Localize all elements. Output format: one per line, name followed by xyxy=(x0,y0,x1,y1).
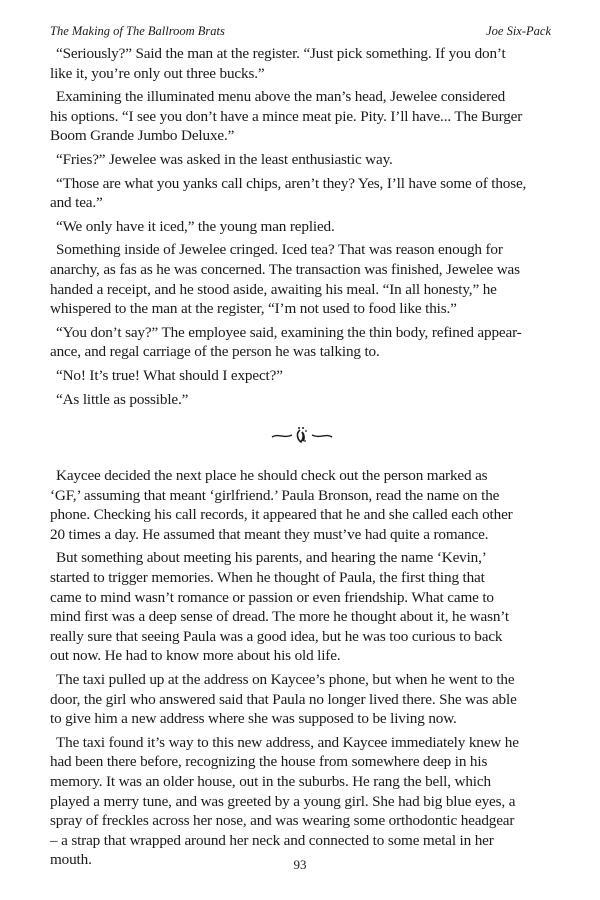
text-line: had been there before, recognizing the house from somewhere deep in his xyxy=(50,753,488,771)
text-line: “Seriously?” Said the man at the register. “Just pick something. If you don’t xyxy=(56,45,506,62)
section-2-text xyxy=(50,466,555,874)
text-line: “You don’t say?” The employee said, examining the thin body, refined appear- xyxy=(56,323,522,341)
paragraph xyxy=(50,548,555,666)
paragraph xyxy=(50,240,555,318)
paragraph xyxy=(50,733,555,870)
paragraph xyxy=(50,87,555,146)
paragraph xyxy=(50,466,555,544)
paragraph xyxy=(50,150,555,170)
paragraph xyxy=(50,390,555,410)
scroll-ornament-icon xyxy=(270,424,334,446)
text-line: “No! It’s true! What should I expect?” xyxy=(56,366,283,384)
text-line: mouth. xyxy=(50,851,92,869)
text-line: Something inside of Jewelee cringed. Iced tea? That was reason enough for xyxy=(56,241,503,259)
text-line: The taxi found it’s way to this new address, and Kaycee immediately knew he xyxy=(56,733,519,751)
text-line: like it, you’re only out three bucks.” xyxy=(50,64,265,82)
text-line: played a merry tune, and was greeted by a young girl. She had big blue eyes, a xyxy=(50,792,516,810)
text-line: Kaycee decided the next place he should check out the person marked as xyxy=(56,467,488,484)
text-line: memory. It was an older house, out in the suburbs. He rang the bell, which xyxy=(50,772,491,790)
text-line: ‘GF,’ assuming that meant ‘girlfriend.’ Paula Bronson, read the name on the xyxy=(50,486,500,504)
paragraph xyxy=(50,670,555,729)
text-line: – a strap that wrapped around her neck and connected to some metal in her xyxy=(50,831,494,849)
text-line: anarchy, as fas as he was concerned. The transaction was finished, Jewelee was xyxy=(50,260,520,278)
book-title: The Making of The Ballroom Brats xyxy=(50,24,225,38)
text-line: 20 times a day. He assumed that meant they must’ve had quite a romance. xyxy=(50,525,489,543)
text-line: handed a receipt, and he stood aside, awaiting his meal. “In all honesty,” he xyxy=(50,280,497,298)
paragraph xyxy=(50,174,555,213)
text-line: started to trigger memories. When he thought of Paula, the first thing that xyxy=(50,568,485,586)
text-line: door, the girl who answered said that Paula no longer lived there. She was able xyxy=(50,690,517,708)
paragraph xyxy=(50,366,555,386)
fleuron-divider-icon xyxy=(270,424,334,446)
text-line: “As little as possible.” xyxy=(56,390,189,408)
text-line: But something about meeting his parents, and hearing the name ‘Kevin,’ xyxy=(56,549,487,567)
text-line: ance, and regal carriage of the person he was talking to. xyxy=(50,343,380,361)
text-line: came to mind wasn’t romance or passion or even friendship. What came to xyxy=(50,588,494,606)
page-number: 93 xyxy=(293,857,307,872)
text-line: The taxi pulled up at the address on Kaycee’s phone, but when he went to the xyxy=(56,670,515,688)
text-line: “Those are what you yanks call chips, aren’t they? Yes, I’ll have some of those, xyxy=(56,174,527,192)
text-line: spray of freckles across her nose, and was wearing some orthodontic headgear xyxy=(50,812,515,830)
section-1-text xyxy=(50,44,555,413)
author-name: Joe Six-Pack xyxy=(486,24,551,38)
text-line: and tea.” xyxy=(50,194,103,212)
text-line: phone. Checking his call records, it appeared that he and she called each other xyxy=(50,506,513,524)
paragraph xyxy=(50,44,555,83)
text-line: to give him a new address where she was supposed to be living now. xyxy=(50,710,457,728)
running-header xyxy=(50,24,551,42)
paragraph xyxy=(50,323,555,362)
text-line: “Fries?” Jewelee was asked in the least enthusiastic way. xyxy=(56,150,393,168)
text-line: really sure that seeing Paula was a good idea, but he was too curious to back xyxy=(50,627,503,645)
text-line: Boom Grande Jumbo Deluxe.” xyxy=(50,127,235,145)
text-line: “We only have it iced,” the young man replied. xyxy=(56,217,335,235)
text-line: mind first was a deep sense of dread. The more he thought about it, he wasn’t xyxy=(50,608,510,626)
text-line: Examining the illuminated menu above the man’s head, Jewelee considered xyxy=(56,88,506,106)
text-line: out now. He had to know more about his old life. xyxy=(50,647,341,665)
paragraph xyxy=(50,217,555,237)
text-line: whispered to the man at the register, “I’m not used to food like this.” xyxy=(50,300,457,318)
text-line: his options. “I see you don’t have a mince meat pie. Pity. I’ll have... The Burger xyxy=(50,107,523,125)
